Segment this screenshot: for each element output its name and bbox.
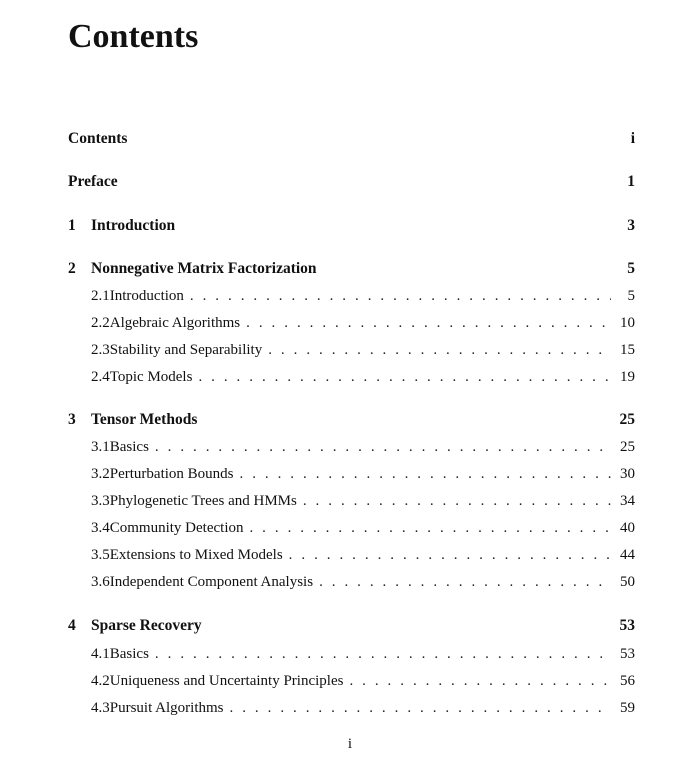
toc-section-3-2[interactable]	[91, 463, 635, 485]
toc-entry-page: 5	[627, 260, 635, 277]
toc-section-3-4[interactable]	[91, 517, 635, 539]
toc-section-2-1[interactable]	[91, 285, 635, 307]
toc-entry-number: 4	[68, 617, 76, 634]
toc-entry-number: 1	[68, 217, 76, 234]
toc-entry-page: 3	[627, 217, 635, 234]
toc-entry-page: 15	[620, 342, 635, 358]
toc-entry-page: 1	[627, 173, 635, 190]
toc-entry-page: i	[630, 130, 635, 147]
toc-entry-contents[interactable]	[68, 128, 635, 150]
toc-section-4-2[interactable]	[91, 670, 635, 692]
dot-leader	[155, 436, 611, 458]
toc-entry-title: Tensor Methods	[91, 411, 198, 428]
dot-leader	[303, 490, 611, 512]
toc-section-2-3[interactable]	[91, 339, 635, 361]
toc-entry-title: Contents	[68, 130, 128, 147]
toc-section-3-6[interactable]	[91, 571, 635, 593]
toc-entry-page: 5	[627, 288, 635, 304]
toc-entry-title: Algebraic Algorithms	[109, 315, 241, 331]
toc-entry-page: 56	[620, 673, 635, 689]
toc-entry-page: 25	[619, 411, 635, 428]
toc-chapter-3[interactable]	[68, 409, 635, 431]
dot-leader	[349, 670, 611, 692]
dot-leader	[249, 517, 611, 539]
toc-entry-number: 3.3	[91, 493, 110, 509]
toc-entry-number: 4.1	[91, 646, 110, 662]
toc-entry-page: 50	[620, 574, 635, 590]
dot-leader	[230, 697, 611, 719]
dot-leader	[190, 285, 611, 307]
toc-entry-preface[interactable]	[68, 171, 635, 193]
toc-entry-title: Pursuit Algorithms	[109, 700, 224, 716]
toc-entry-number: 2.1	[91, 288, 110, 304]
toc-section-2-4[interactable]	[91, 366, 635, 388]
dot-leader	[240, 463, 612, 485]
toc-entry-title: Extensions to Mixed Models	[109, 547, 283, 563]
toc-entry-number: 4.2	[91, 673, 110, 689]
toc-entry-title: Basics	[109, 439, 149, 455]
toc-chapter-2[interactable]	[68, 258, 635, 280]
toc-entry-page: 25	[620, 439, 635, 455]
toc-entry-title: Uniqueness and Uncertainty Principles	[109, 673, 344, 689]
toc-entry-title: Nonnegative Matrix Factorization	[91, 260, 317, 277]
toc-section-3-5[interactable]	[91, 544, 635, 566]
toc-entry-title: Introduction	[109, 288, 184, 304]
toc-entry-number: 3.1	[91, 439, 110, 455]
toc-entry-number: 3.6	[91, 574, 110, 590]
toc-entry-number: 4.3	[91, 700, 110, 716]
dot-leader	[155, 643, 611, 665]
toc-entry-number: 3.4	[91, 520, 110, 536]
toc-entry-number: 3	[68, 411, 76, 428]
toc-section-3-3[interactable]	[91, 490, 635, 512]
toc-entry-number: 2.2	[91, 315, 110, 331]
dot-leader	[319, 571, 611, 593]
page-title: Contents	[68, 18, 199, 55]
toc-entry-number: 3.5	[91, 547, 110, 563]
toc-entry-title: Stability and Separability	[109, 342, 263, 358]
toc-entry-page: 59	[620, 700, 635, 716]
toc-entry-number: 2	[68, 260, 76, 277]
toc-entry-title: Sparse Recovery	[91, 617, 202, 634]
dot-leader	[289, 544, 611, 566]
toc-section-2-2[interactable]	[91, 312, 635, 334]
toc-entry-page: 10	[620, 315, 635, 331]
toc-chapter-1[interactable]	[68, 215, 635, 237]
toc-entry-page: 53	[620, 646, 635, 662]
toc-entry-page: 40	[620, 520, 635, 536]
dot-leader	[246, 312, 611, 334]
dot-leader	[268, 339, 611, 361]
toc-section-4-3[interactable]	[91, 697, 635, 719]
toc-entry-page: 53	[619, 617, 635, 634]
toc-entry-title: Phylogenetic Trees and HMMs	[109, 493, 297, 509]
toc-chapter-4[interactable]	[68, 615, 635, 637]
toc-entry-title: Topic Models	[109, 369, 193, 385]
toc-entry-title: Introduction	[91, 217, 176, 234]
toc-section-3-1[interactable]	[91, 436, 635, 458]
toc-entry-title: Preface	[68, 173, 118, 190]
toc-entry-page: 30	[620, 466, 635, 482]
page-number: i	[347, 736, 353, 752]
toc-entry-page: 44	[620, 547, 635, 563]
toc-entry-page: 34	[620, 493, 635, 509]
toc-section-4-1[interactable]	[91, 643, 635, 665]
toc-entry-title: Independent Component Analysis	[109, 574, 314, 590]
toc-entry-title: Perturbation Bounds	[109, 466, 234, 482]
toc-entry-number: 2.3	[91, 342, 110, 358]
toc-entry-title: Community Detection	[109, 520, 244, 536]
toc-entry-number: 3.2	[91, 466, 110, 482]
dot-leader	[198, 366, 611, 388]
toc-entry-number: 2.4	[91, 369, 110, 385]
toc-entry-title: Basics	[109, 646, 149, 662]
toc-entry-page: 19	[620, 369, 635, 385]
